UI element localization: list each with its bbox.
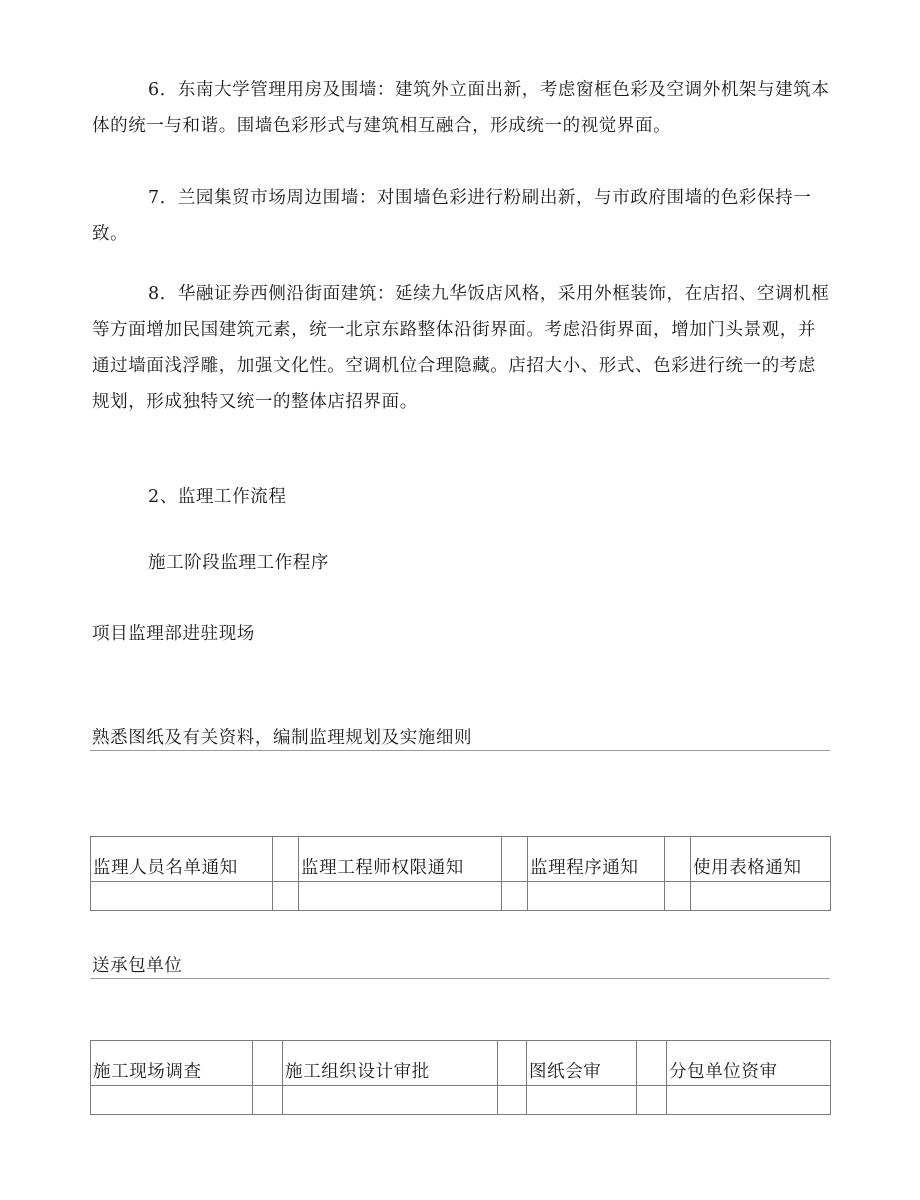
paragraph-6: 6．东南大学管理用房及围墙：建筑外立面出新，考虑窗框色彩及空调外机架与建筑本体的统一与和谐。围墙色彩形式与建筑相互融合，形成统一的视觉界面。 [92,80,830,136]
table-spacer [273,837,299,882]
table-empty-cell [691,882,831,911]
section-heading: 2、监理工作流程 [148,487,287,507]
table-empty-cell [299,882,502,911]
table-empty-cell [91,882,273,911]
table-cell-drawing-review: 图纸会审 [527,1041,637,1086]
review-table [90,1040,831,1115]
table-empty-cell [283,1086,498,1115]
table-spacer [253,1041,283,1086]
notification-table [90,836,831,911]
flow-step-prepare-plan: 熟悉图纸及有关资料，编制监理规划及实施细则 [92,728,473,748]
table-empty-cell [253,1086,283,1115]
paragraph-7: 7．兰园集贸市场周边围墙：对围墙色彩进行粉刷出新，与市政府围墙的色彩保持一致。 [92,188,812,244]
table-spacer [502,837,528,882]
table-cell-design-approval: 施工组织设计审批 [283,1041,498,1086]
table-empty-cell [273,882,299,911]
table-spacer [665,837,691,882]
table-spacer [637,1041,667,1086]
table-cell-procedure-notice: 监理程序通知 [528,837,665,882]
table-empty-cell [502,882,528,911]
table-empty-cell [528,882,665,911]
table-cell-authority-notice: 监理工程师权限通知 [299,837,502,882]
sub-heading: 施工阶段监理工作程序 [148,553,329,573]
table-empty-cell [527,1086,637,1115]
table-empty-cell [637,1086,667,1115]
table-cell-forms-notice: 使用表格通知 [691,837,831,882]
flow-step-enter-site: 项目监理部进驻现场 [92,624,255,644]
table-empty-cell [91,1086,253,1115]
table-cell-personnel-notice: 监理人员名单通知 [91,837,273,882]
paragraph-8: 8．华融证券西侧沿街面建筑：延续九华饭店风格，采用外框装饰，在店招、空调机框等方面增加民国建筑元素，统一北京东路整体沿街界面。考虑沿街界面，增加门头景观，并通过墙面浅浮雕，加强文化性。空调机位合理隐藏。店招大小、形式、色彩进行统一的考虑规划，形成独特又统一的整体店招界面。 [92,284,830,412]
table-empty-cell [667,1086,831,1115]
table-spacer [498,1041,527,1086]
flow-step-send-contractor: 送承包单位 [92,956,183,976]
table-cell-site-survey: 施工现场调查 [91,1041,253,1086]
divider-line [90,750,830,751]
table-cell-subcontractor-review: 分包单位资审 [667,1041,831,1086]
table-empty-cell [665,882,691,911]
divider-line [90,978,830,979]
table-empty-cell [498,1086,527,1115]
